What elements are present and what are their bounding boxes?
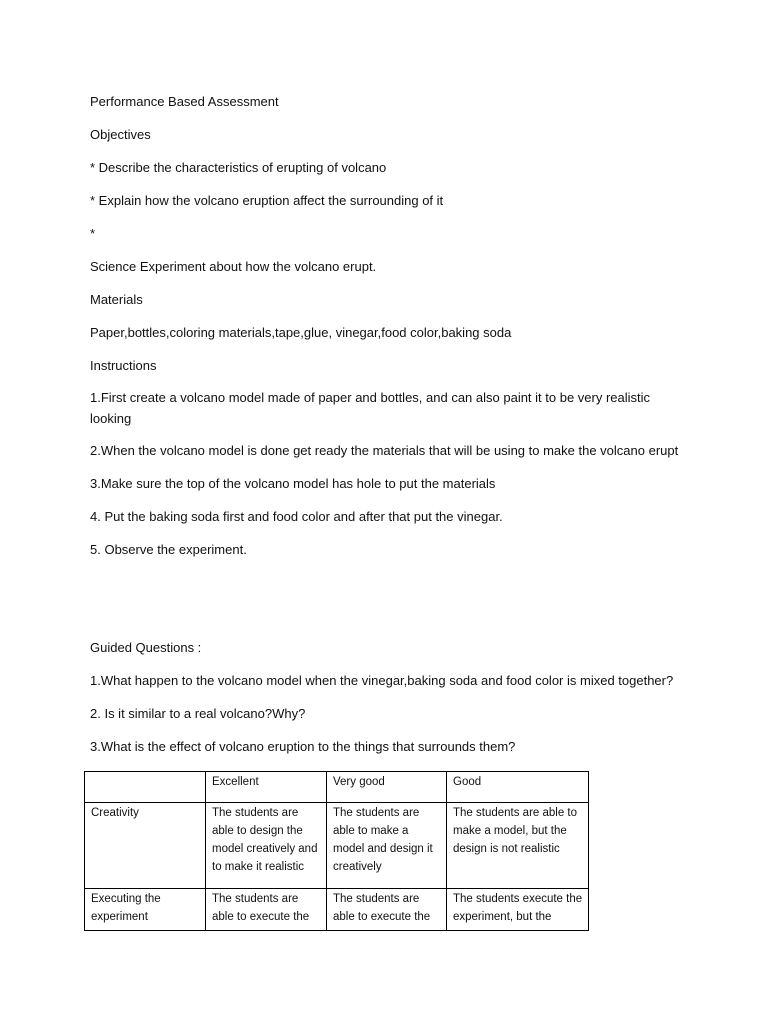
rubric-criterion: [85, 889, 206, 931]
table-row: [85, 803, 589, 889]
guided-questions-heading: Guided Questions :: [90, 640, 202, 655]
instruction-step: 5. Observe the experiment.: [90, 542, 247, 557]
objectives-heading: Objectives: [90, 127, 151, 142]
rubric-header-very-good: Very good: [327, 772, 447, 803]
document-title: Performance Based Assessment: [90, 94, 279, 109]
rubric-cell-text: The students are able to execute the: [333, 893, 431, 923]
table-row: [85, 889, 589, 931]
experiment-title: Science Experiment about how the volcano erupt.: [90, 259, 377, 274]
materials-list: Paper,bottles,coloring materials,tape,glue, vinegar,food color,baking soda: [90, 325, 512, 340]
objective-item: *: [90, 226, 96, 241]
instruction-step: 1.First create a volcano model made of paper and bottles, and can also paint it to be very realistic looking: [90, 390, 654, 426]
instruction-step: 4. Put the baking soda first and food color and after that put the vinegar.: [90, 509, 503, 524]
objective-item: * Explain how the volcano eruption affect the surrounding of it: [90, 193, 444, 208]
rubric-cell-excellent: [206, 889, 327, 931]
rubric-cell-excellent: The students are able to design the model creatively and to make it realistic: [206, 803, 327, 889]
guided-question: 2. Is it similar to a real volcano?Why?: [90, 706, 306, 721]
rubric-criterion-text: Executing the experiment: [91, 893, 161, 923]
rubric-cell-text: The students are able to execute the: [212, 893, 310, 923]
rubric-cell-very-good: The students are able to make a model and design it creatively: [327, 803, 447, 889]
rubric-cell-good: [447, 889, 589, 931]
rubric-cell-very-good: [327, 889, 447, 931]
rubric-cell-good: The students are able to make a model, but the design is not realistic: [447, 803, 589, 889]
rubric-cell-text: The students execute the experiment, but the: [453, 893, 583, 923]
rubric-header-blank: [85, 772, 206, 803]
rubric-header-row: [85, 772, 589, 803]
rubric-criterion: Creativity: [85, 803, 206, 889]
rubric-header-excellent: Excellent: [206, 772, 327, 803]
guided-question: 1.What happen to the volcano model when the vinegar,baking soda and food color is mixed together?: [90, 673, 674, 688]
guided-question: 3.What is the effect of volcano eruption to the things that surrounds them?: [90, 739, 516, 754]
instruction-step: 3.Make sure the top of the volcano model has hole to put the materials: [90, 476, 496, 491]
rubric-table: [84, 771, 589, 931]
objective-item: * Describe the characteristics of erupting of volcano: [90, 160, 387, 175]
instructions-heading: Instructions: [90, 358, 157, 373]
instruction-step: 2.When the volcano model is done get ready the materials that will be using to make the volcano erupt: [90, 443, 679, 458]
materials-heading: Materials: [90, 292, 143, 307]
rubric-header-good: Good: [447, 772, 589, 803]
